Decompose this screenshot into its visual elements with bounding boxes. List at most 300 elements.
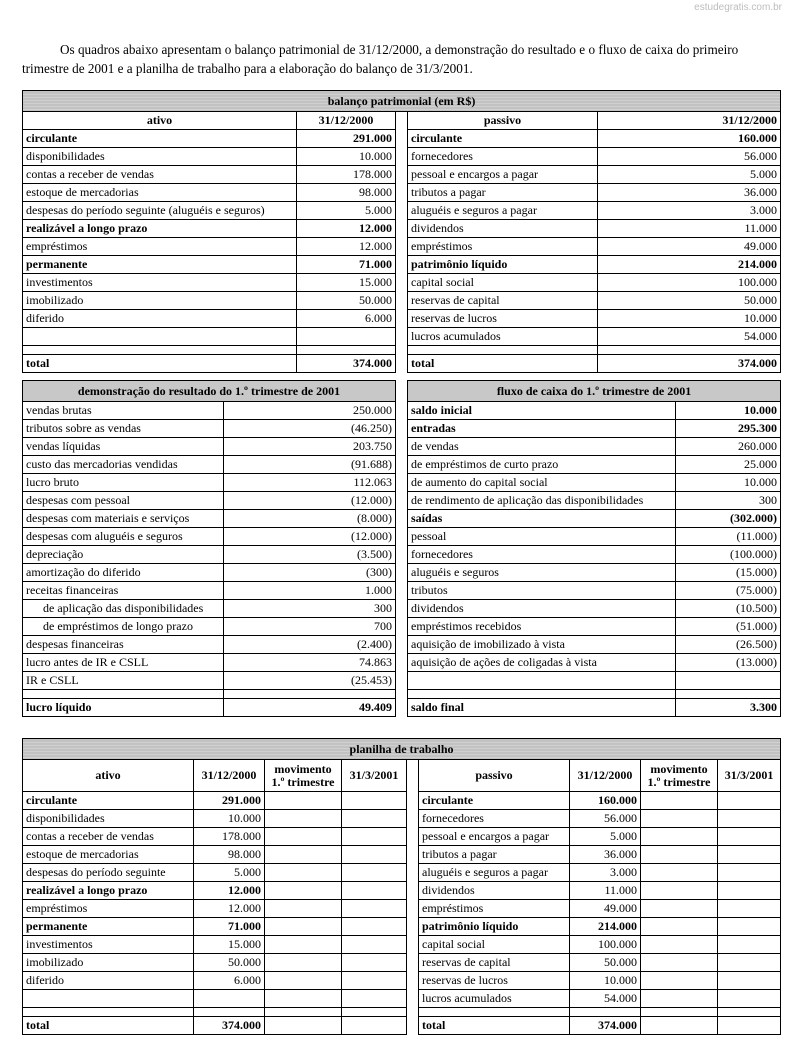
passivo-value: 50.000 (598, 292, 781, 310)
planilha-ativo-label: permanente (23, 918, 194, 936)
passivo-label: lucros acumulados (408, 328, 598, 346)
table-row (23, 402, 396, 420)
dre-item-label: vendas líquidas (23, 438, 224, 456)
dre-item-value: 250.000 (224, 402, 396, 420)
planilha-empty-cell (342, 1017, 407, 1035)
balanco-header-passivo: passivo (408, 112, 598, 130)
passivo-label: pessoal e encargos a pagar (408, 166, 598, 184)
fluxo-item-label: aluguéis e seguros (408, 564, 676, 582)
planilha-ativo-label: imobilizado (23, 954, 194, 972)
column-gap (396, 166, 408, 184)
fluxo-saldo-final-label: saldo final (408, 699, 676, 717)
table-row (23, 582, 396, 600)
planilha-empty-cell (718, 846, 781, 864)
column-gap (407, 990, 419, 1008)
table-row (23, 130, 781, 148)
fluxo-caixa-table (407, 380, 781, 717)
planilha-empty-cell (342, 972, 407, 990)
planilha-empty-cell (641, 864, 718, 882)
ativo-value (297, 328, 396, 346)
planilha-empty-cell (265, 864, 342, 882)
column-gap (407, 828, 419, 846)
fluxo-item-value: (15.000) (676, 564, 781, 582)
planilha-empty-cell (265, 900, 342, 918)
planilha-empty-cell (265, 882, 342, 900)
table-row (23, 972, 781, 990)
fluxo-item-label: de rendimento de aplicação das disponibilidades (408, 492, 676, 510)
ativo-value: 10.000 (297, 148, 396, 166)
dre-item-value: (300) (224, 564, 396, 582)
passivo-label: tributos a pagar (408, 184, 598, 202)
planilha-empty-cell (718, 792, 781, 810)
column-gap (396, 202, 408, 220)
planilha-empty-cell (718, 936, 781, 954)
dre-item-value: (25.453) (224, 672, 396, 690)
planilha-passivo-value: 50.000 (570, 954, 641, 972)
ativo-value: 178.000 (297, 166, 396, 184)
ativo-value: 98.000 (297, 184, 396, 202)
planilha-ativo-label: investimentos (23, 936, 194, 954)
column-gap (396, 328, 408, 346)
table-row (408, 582, 781, 600)
table-row (408, 672, 781, 690)
dre-item-value: (91.688) (224, 456, 396, 474)
planilha-passivo-label: reservas de capital (419, 954, 570, 972)
passivo-label: circulante (408, 130, 598, 148)
planilha-ativo-label: estoque de mercadorias (23, 846, 194, 864)
ativo-label: estoque de mercadorias (23, 184, 297, 202)
table-row (23, 636, 396, 654)
balanco-total-label-ativo: total (23, 355, 297, 373)
planilha-ativo-value: 6.000 (194, 972, 265, 990)
planilha-empty-cell (718, 828, 781, 846)
ativo-value: 71.000 (297, 256, 396, 274)
planilha-empty-cell (718, 972, 781, 990)
table-row (23, 148, 781, 166)
planilha-empty-cell (641, 954, 718, 972)
fluxo-item-label: dividendos (408, 600, 676, 618)
planilha-ativo-label: disponibilidades (23, 810, 194, 828)
fluxo-item-value (676, 672, 781, 690)
fluxo-item-value: (100.000) (676, 546, 781, 564)
fluxo-item-label: entradas (408, 420, 676, 438)
fluxo-item-value: 25.000 (676, 456, 781, 474)
dre-item-label: lucro antes de IR e CSLL (23, 654, 224, 672)
table-row (23, 564, 396, 582)
planilha-ativo-value: 178.000 (194, 828, 265, 846)
table-row (23, 654, 396, 672)
passivo-label: patrimônio líquido (408, 256, 598, 274)
table-row (23, 202, 781, 220)
planilha-passivo-label: aluguéis e seguros a pagar (419, 864, 570, 882)
planilha-empty-cell (342, 918, 407, 936)
column-gap (407, 1017, 419, 1035)
fluxo-item-label: de aumento do capital social (408, 474, 676, 492)
planilha-empty-cell (342, 954, 407, 972)
planilha-passivo-label: capital social (419, 936, 570, 954)
table-row (23, 184, 781, 202)
table-row (23, 438, 396, 456)
planilha-ativo-label: circulante (23, 792, 194, 810)
ativo-label: imobilizado (23, 292, 297, 310)
column-gap (396, 274, 408, 292)
fluxo-item-label: empréstimos recebidos (408, 618, 676, 636)
planilha-passivo-value: 10.000 (570, 972, 641, 990)
passivo-label: empréstimos (408, 238, 598, 256)
table-row (408, 600, 781, 618)
table-row (408, 474, 781, 492)
planilha-ativo-value: 291.000 (194, 792, 265, 810)
planilha-passivo-label: patrimônio líquido (419, 918, 570, 936)
ativo-value: 6.000 (297, 310, 396, 328)
table-row (23, 672, 396, 690)
column-gap (396, 238, 408, 256)
column-gap (396, 292, 408, 310)
balanco-title: balanço patrimonial (em R$) (23, 91, 781, 112)
planilha-empty-cell (718, 882, 781, 900)
planilha-total-label-ativo: total (23, 1017, 194, 1035)
planilha-passivo-label: fornecedores (419, 810, 570, 828)
planilha-title: planilha de trabalho (23, 739, 781, 760)
planilha-header-date2-passivo: 31/3/2001 (718, 760, 781, 792)
table-row (23, 828, 781, 846)
planilha-ativo-value: 12.000 (194, 882, 265, 900)
ativo-label: investimentos (23, 274, 297, 292)
dre-item-label: de empréstimos de longo prazo (23, 618, 224, 636)
planilha-ativo-value: 5.000 (194, 864, 265, 882)
balanco-total-ativo: 374.000 (297, 355, 396, 373)
passivo-value: 100.000 (598, 274, 781, 292)
passivo-value: 36.000 (598, 184, 781, 202)
watermark: estudegratis.com.br (694, 2, 782, 13)
dre-item-value: (12.000) (224, 528, 396, 546)
planilha-empty-cell (718, 864, 781, 882)
ativo-label: empréstimos (23, 238, 297, 256)
ativo-label: realizável a longo prazo (23, 220, 297, 238)
table-row (23, 166, 781, 184)
passivo-value: 54.000 (598, 328, 781, 346)
planilha-empty-cell (718, 918, 781, 936)
dre-item-label: vendas brutas (23, 402, 224, 420)
passivo-value: 214.000 (598, 256, 781, 274)
planilha-passivo-value: 100.000 (570, 936, 641, 954)
column-gap (407, 792, 419, 810)
ativo-label (23, 328, 297, 346)
passivo-label: fornecedores (408, 148, 598, 166)
balanco-header-date-passivo: 31/12/2000 (598, 112, 781, 130)
column-gap (407, 972, 419, 990)
planilha-passivo-value: 56.000 (570, 810, 641, 828)
dre-item-value: 1.000 (224, 582, 396, 600)
fluxo-item-value: 300 (676, 492, 781, 510)
dre-item-label: despesas com materiais e serviços (23, 510, 224, 528)
planilha-empty-cell (342, 846, 407, 864)
dre-item-value: (2.400) (224, 636, 396, 654)
planilha-ativo-label: despesas do período seguinte (23, 864, 194, 882)
passivo-value: 11.000 (598, 220, 781, 238)
fluxo-item-value: (13.000) (676, 654, 781, 672)
demonstracao-resultado-table (22, 380, 396, 717)
fluxo-item-value: 10.000 (676, 474, 781, 492)
table-row (408, 546, 781, 564)
table-row (408, 438, 781, 456)
fluxo-item-label: saídas (408, 510, 676, 528)
planilha-total-passivo: 374.000 (570, 1017, 641, 1035)
fluxo-item-value: (10.500) (676, 600, 781, 618)
planilha-empty-cell (265, 918, 342, 936)
column-gap (396, 355, 408, 373)
planilha-passivo-value: 5.000 (570, 828, 641, 846)
planilha-empty-cell (641, 846, 718, 864)
planilha-ativo-label: contas a receber de vendas (23, 828, 194, 846)
dre-item-value: (12.000) (224, 492, 396, 510)
dre-lucro-liquido-label: lucro líquido (23, 699, 224, 717)
table-row (23, 864, 781, 882)
fluxo-item-label: aquisição de ações de coligadas à vista (408, 654, 676, 672)
column-gap (396, 310, 408, 328)
table-row (23, 220, 781, 238)
fluxo-item-label: de empréstimos de curto prazo (408, 456, 676, 474)
planilha-total-label-passivo: total (419, 1017, 570, 1035)
planilha-empty-cell (342, 864, 407, 882)
planilha-passivo-label: lucros acumulados (419, 990, 570, 1008)
table-row (23, 618, 396, 636)
planilha-empty-cell (265, 990, 342, 1008)
planilha-empty-cell (641, 1017, 718, 1035)
intro-line-1: Os quadros abaixo apresentam o balanço patrimonial de 31/12/2000, a demonstração do resultado e o fluxo de caixa do primeiro (60, 42, 739, 57)
dre-lucro-liquido-value: 49.409 (224, 699, 396, 717)
table-row (23, 600, 396, 618)
table-row (408, 492, 781, 510)
fluxo-item-value: (302.000) (676, 510, 781, 528)
fluxo-item-label: saldo inicial (408, 402, 676, 420)
dre-item-label: despesas com pessoal (23, 492, 224, 510)
fluxo-saldo-final-value: 3.300 (676, 699, 781, 717)
fluxo-item-value: 260.000 (676, 438, 781, 456)
ativo-label: permanente (23, 256, 297, 274)
fluxo-item-value: 295.300 (676, 420, 781, 438)
planilha-empty-cell (265, 936, 342, 954)
dre-item-label: receitas financeiras (23, 582, 224, 600)
planilha-passivo-value: 54.000 (570, 990, 641, 1008)
planilha-empty-cell (641, 810, 718, 828)
table-row (23, 810, 781, 828)
passivo-label: capital social (408, 274, 598, 292)
ativo-label: despesas do período seguinte (aluguéis e seguros) (23, 202, 297, 220)
planilha-passivo-label: tributos a pagar (419, 846, 570, 864)
fluxo-item-value: (51.000) (676, 618, 781, 636)
planilha-ativo-value: 12.000 (194, 900, 265, 918)
planilha-empty-cell (718, 1017, 781, 1035)
planilha-header-mov-ativo: movimento 1.º trimestre (265, 760, 342, 792)
planilha-empty-cell (265, 972, 342, 990)
planilha-empty-cell (342, 936, 407, 954)
balanco-patrimonial-table (22, 90, 781, 373)
table-row (23, 510, 396, 528)
column-gap (396, 256, 408, 274)
planilha-passivo-value: 160.000 (570, 792, 641, 810)
planilha-empty-cell (342, 900, 407, 918)
fluxo-item-label: de vendas (408, 438, 676, 456)
planilha-header-date1-passivo: 31/12/2000 (570, 760, 641, 792)
table-row (23, 274, 781, 292)
dre-item-label: tributos sobre as vendas (23, 420, 224, 438)
planilha-passivo-label: circulante (419, 792, 570, 810)
column-gap (407, 900, 419, 918)
table-row (23, 328, 781, 346)
table-row (408, 510, 781, 528)
fluxo-item-label: fornecedores (408, 546, 676, 564)
balanco-total-passivo: 374.000 (598, 355, 781, 373)
column-gap (407, 882, 419, 900)
intro-line-2: trimestre de 2001 e a planilha de trabalho para a elaboração do balanço de 31/3/2001. (22, 61, 473, 76)
fluxo-item-value: (26.500) (676, 636, 781, 654)
planilha-passivo-value: 214.000 (570, 918, 641, 936)
ativo-label: contas a receber de vendas (23, 166, 297, 184)
planilha-empty-cell (342, 882, 407, 900)
column-gap (407, 810, 419, 828)
fluxo-item-value: 10.000 (676, 402, 781, 420)
intro-paragraph (22, 40, 782, 78)
planilha-ativo-value: 98.000 (194, 846, 265, 864)
planilha-passivo-label: reservas de lucros (419, 972, 570, 990)
table-row (408, 654, 781, 672)
table-row (408, 420, 781, 438)
fluxo-item-value: (11.000) (676, 528, 781, 546)
planilha-empty-cell (718, 900, 781, 918)
balanco-total-label-passivo: total (408, 355, 598, 373)
table-row (408, 636, 781, 654)
ativo-value: 5.000 (297, 202, 396, 220)
column-gap (396, 112, 408, 130)
dre-item-value: (46.250) (224, 420, 396, 438)
balanco-header-ativo: ativo (23, 112, 297, 130)
column-gap (396, 130, 408, 148)
dre-item-value: 74.863 (224, 654, 396, 672)
planilha-empty-cell (342, 990, 407, 1008)
planilha-empty-cell (342, 792, 407, 810)
planilha-empty-cell (641, 882, 718, 900)
planilha-total-ativo: 374.000 (194, 1017, 265, 1035)
planilha-ativo-label (23, 990, 194, 1008)
planilha-ativo-value: 15.000 (194, 936, 265, 954)
passivo-value: 10.000 (598, 310, 781, 328)
passivo-label: reservas de lucros (408, 310, 598, 328)
dre-item-label: despesas com aluguéis e seguros (23, 528, 224, 546)
ativo-value: 12.000 (297, 220, 396, 238)
planilha-ativo-value: 71.000 (194, 918, 265, 936)
table-row (408, 528, 781, 546)
dre-item-label: despesas financeiras (23, 636, 224, 654)
fluxo-item-label: pessoal (408, 528, 676, 546)
planilha-ativo-label: diferido (23, 972, 194, 990)
dre-item-label: amortização do diferido (23, 564, 224, 582)
planilha-header-ativo: ativo (23, 760, 194, 792)
column-gap (396, 148, 408, 166)
planilha-empty-cell (641, 990, 718, 1008)
table-row (23, 310, 781, 328)
column-gap (407, 864, 419, 882)
planilha-ativo-label: realizável a longo prazo (23, 882, 194, 900)
dre-item-value: 203.750 (224, 438, 396, 456)
column-gap (407, 954, 419, 972)
passivo-value: 3.000 (598, 202, 781, 220)
passivo-value: 160.000 (598, 130, 781, 148)
planilha-passivo-value: 36.000 (570, 846, 641, 864)
dre-item-label: de aplicação das disponibilidades (23, 600, 224, 618)
ativo-value: 50.000 (297, 292, 396, 310)
planilha-passivo-value: 49.000 (570, 900, 641, 918)
table-row (23, 546, 396, 564)
dre-item-value: 700 (224, 618, 396, 636)
table-row (408, 402, 781, 420)
dre-item-value: 112.063 (224, 474, 396, 492)
table-row (23, 846, 781, 864)
planilha-empty-cell (342, 810, 407, 828)
planilha-passivo-label: dividendos (419, 882, 570, 900)
table-row (23, 882, 781, 900)
planilha-empty-cell (265, 792, 342, 810)
planilha-empty-cell (265, 846, 342, 864)
balanco-header-date-ativo: 31/12/2000 (297, 112, 396, 130)
planilha-ativo-label: empréstimos (23, 900, 194, 918)
table-row (408, 618, 781, 636)
table-row (23, 420, 396, 438)
dre-title: demonstração do resultado do 1.º trimestre de 2001 (23, 381, 396, 402)
planilha-empty-cell (641, 972, 718, 990)
passivo-label: dividendos (408, 220, 598, 238)
dre-item-label: lucro bruto (23, 474, 224, 492)
ativo-label: disponibilidades (23, 148, 297, 166)
column-gap (407, 760, 419, 792)
dre-item-value: (8.000) (224, 510, 396, 528)
dre-item-label: depreciação (23, 546, 224, 564)
table-row (23, 900, 781, 918)
planilha-passivo-value: 11.000 (570, 882, 641, 900)
planilha-ativo-value: 10.000 (194, 810, 265, 828)
planilha-header-date2-ativo: 31/3/2001 (342, 760, 407, 792)
table-row (23, 292, 781, 310)
planilha-empty-cell (641, 828, 718, 846)
passivo-value: 49.000 (598, 238, 781, 256)
planilha-empty-cell (265, 1017, 342, 1035)
planilha-empty-cell (718, 990, 781, 1008)
table-row (23, 256, 781, 274)
table-row (23, 792, 781, 810)
table-row (23, 528, 396, 546)
ativo-value: 12.000 (297, 238, 396, 256)
planilha-empty-cell (265, 828, 342, 846)
table-row (23, 492, 396, 510)
planilha-header-mov-passivo: movimento 1.º trimestre (641, 760, 718, 792)
planilha-header-passivo: passivo (419, 760, 570, 792)
fluxo-item-label: aquisição de imobilizado à vista (408, 636, 676, 654)
planilha-empty-cell (718, 810, 781, 828)
planilha-empty-cell (718, 954, 781, 972)
planilha-ativo-value: 50.000 (194, 954, 265, 972)
table-row (23, 936, 781, 954)
passivo-label: aluguéis e seguros a pagar (408, 202, 598, 220)
table-row (23, 954, 781, 972)
column-gap (407, 918, 419, 936)
fluxo-item-value: (75.000) (676, 582, 781, 600)
dre-item-label: custo das mercadorias vendidas (23, 456, 224, 474)
planilha-trabalho-table (22, 738, 781, 1035)
table-row (23, 238, 781, 256)
fluxo-item-label (408, 672, 676, 690)
passivo-value: 5.000 (598, 166, 781, 184)
column-gap (407, 846, 419, 864)
